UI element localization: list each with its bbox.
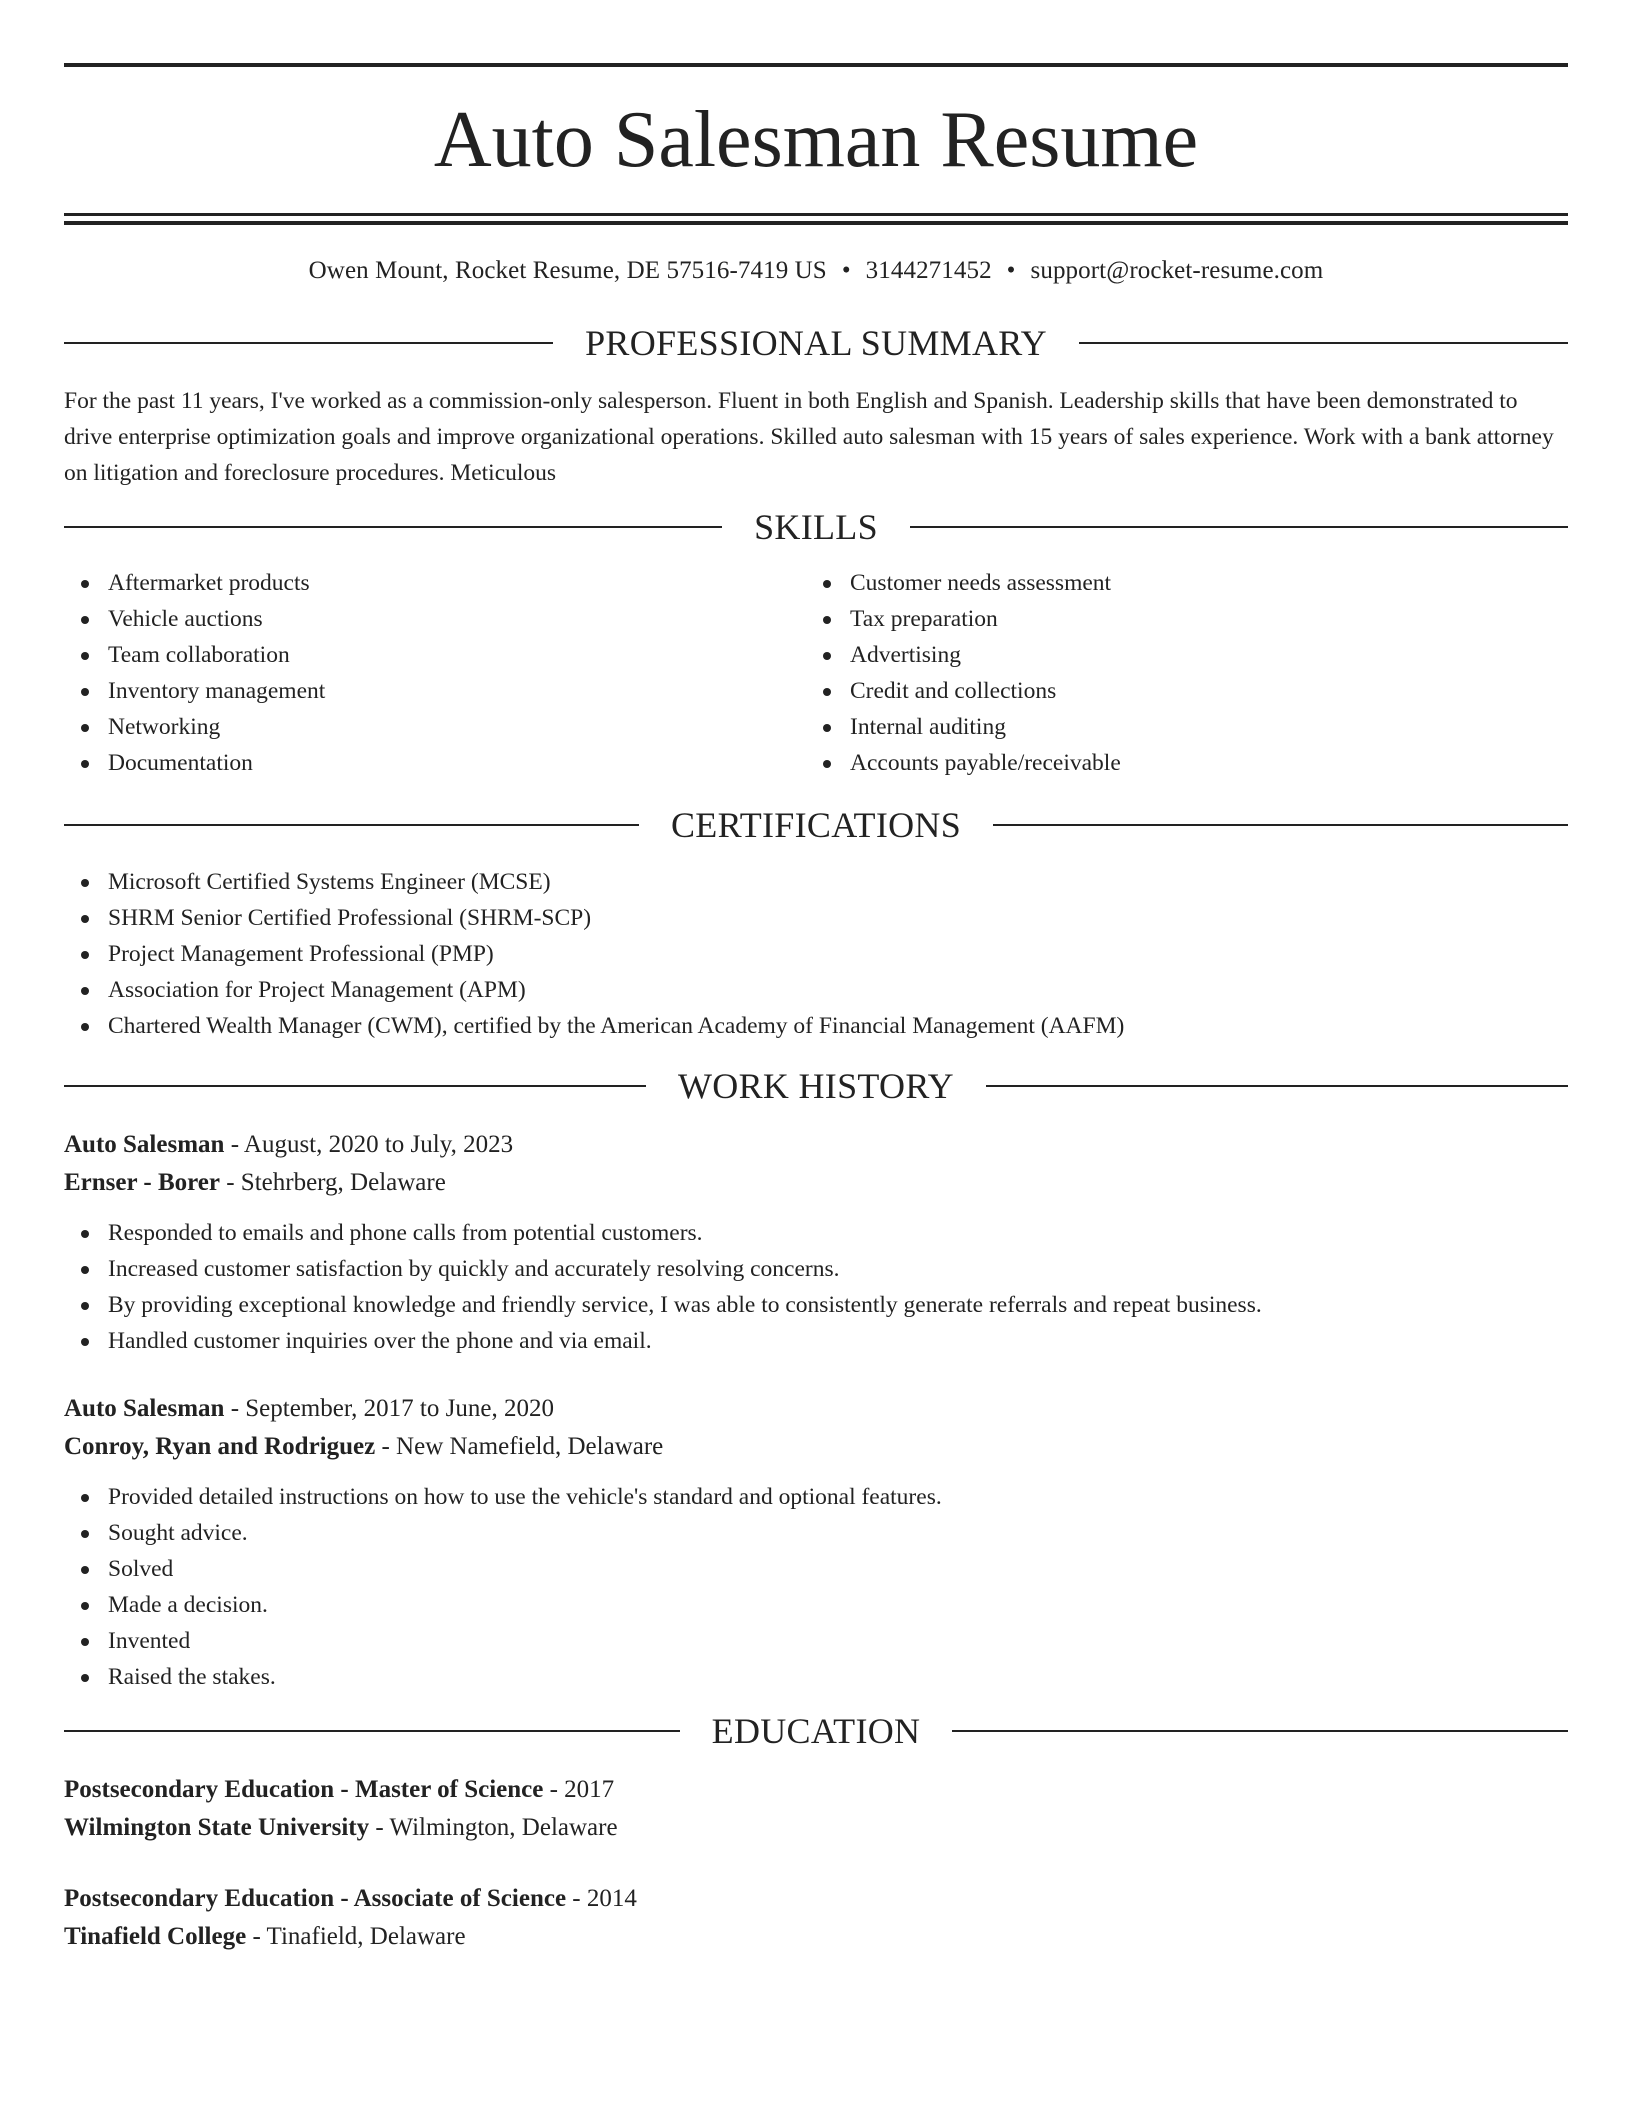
job-company: Conroy, Ryan and Rodriguez [64, 1433, 376, 1460]
school: Wilmington State University [64, 1814, 370, 1841]
list-item: Association for Project Management (APM) [64, 972, 1568, 1008]
section-title: SKILLS [754, 507, 878, 547]
job-location: - New Namefield, Delaware [375, 1433, 664, 1460]
section-heading-summary [64, 321, 1568, 365]
job-company: Ernser - Borer [64, 1169, 220, 1196]
degree-year: - 2014 [566, 1885, 637, 1912]
top-rule [64, 63, 1568, 67]
education-entry [64, 1880, 1568, 1956]
degree-line [64, 1880, 1568, 1918]
job-entry [64, 1390, 1568, 1695]
resume-page [64, 0, 1568, 1956]
job-entry [64, 1126, 1568, 1359]
section-heading-work [64, 1064, 1568, 1108]
list-item: Responded to emails and phone calls from potential customers. [64, 1215, 1568, 1251]
school-line [64, 1809, 1568, 1847]
list-item: Increased customer satisfaction by quickly and accurately resolving concerns. [64, 1251, 1568, 1287]
list-item: Vehicle auctions [64, 601, 806, 637]
job-company-line [64, 1428, 1568, 1466]
contact-line [64, 255, 1568, 287]
certifications-list [64, 864, 1568, 1044]
section-heading-certifications [64, 803, 1568, 847]
list-item: Internal auditing [806, 709, 1548, 745]
list-item: Advertising [806, 637, 1548, 673]
page-title: Auto Salesman Resume [433, 96, 1199, 184]
list-item: Chartered Wealth Manager (CWM), certified by the American Academy of Financial Management (AAFM) [64, 1008, 1568, 1044]
contact-phone: 3144271452 [865, 257, 992, 284]
degree-line [64, 1771, 1568, 1809]
list-item: Documentation [64, 745, 806, 781]
list-item: Customer needs assessment [806, 565, 1548, 601]
list-item: Accounts payable/receivable [806, 745, 1548, 781]
school-line [64, 1918, 1568, 1956]
section-heading-education [64, 1709, 1568, 1753]
list-item: Provided detailed instructions on how to use the vehicle's standard and optional features. [64, 1479, 1568, 1515]
job-location: - Stehrberg, Delaware [219, 1169, 446, 1196]
heading-rule [64, 342, 553, 344]
degree: Postsecondary Education - Master of Science [64, 1776, 544, 1803]
heading-rule [952, 1730, 1568, 1732]
list-item: Team collaboration [64, 637, 806, 673]
skills-columns [64, 565, 1568, 781]
section-title: CERTIFICATIONS [670, 805, 962, 845]
list-item: Made a decision. [64, 1587, 1568, 1623]
list-item: Networking [64, 709, 806, 745]
job-title: Auto Salesman [64, 1131, 225, 1158]
summary-text: For the past 11 years, I've worked as a commission-only salesperson. Fluent in both English and Spanish. Leadership skills that have been demonstrated to drive enterprise optimization goals and improve organizational operations. Skilled auto salesman with 15 years of sales experience. Work with a bank attorney on litigation and foreclosure procedures. Meticulous [64, 388, 1554, 486]
list-item: By providing exceptional knowledge and friendly service, I was able to consistently generate referrals and repeat business. [64, 1287, 1568, 1323]
heading-rule [910, 526, 1568, 528]
heading-rule [64, 1085, 646, 1087]
job-bullets [64, 1215, 1568, 1359]
heading-rule [64, 824, 639, 826]
section-title: WORK HISTORY [678, 1066, 954, 1106]
list-item: Tax preparation [806, 601, 1548, 637]
list-item: Credit and collections [806, 673, 1548, 709]
education-entry [64, 1771, 1568, 1847]
list-item: Solved [64, 1551, 1568, 1587]
job-title: Auto Salesman [64, 1395, 225, 1422]
skills-list-left [64, 565, 806, 781]
job-company-line [64, 1164, 1568, 1202]
contact-separator: • [841, 257, 851, 284]
list-item: Handled customer inquiries over the phone and via email. [64, 1323, 1568, 1359]
list-item: Invented [64, 1623, 1568, 1659]
school-location: - Wilmington, Delaware [369, 1814, 618, 1841]
list-item: Microsoft Certified Systems Engineer (MCSE) [64, 864, 1568, 900]
contact-address: Owen Mount, Rocket Resume, DE 57516-7419 US [308, 257, 827, 284]
skills-list-right [806, 565, 1548, 781]
list-item: Aftermarket products [64, 565, 806, 601]
job-dates: - August, 2020 to July, 2023 [224, 1131, 514, 1158]
heading-rule [64, 1730, 680, 1732]
contact-email: support@rocket-resume.com [1030, 257, 1324, 284]
section-heading-skills [64, 505, 1568, 549]
contact-separator: • [1006, 257, 1016, 284]
section-title: PROFESSIONAL SUMMARY [585, 323, 1047, 363]
section-title: EDUCATION [711, 1711, 921, 1751]
school-location: - Tinafield, Delaware [246, 1923, 466, 1950]
job-title-line [64, 1126, 1568, 1164]
list-item: Inventory management [64, 673, 806, 709]
heading-rule [986, 1085, 1568, 1087]
job-dates: - September, 2017 to June, 2020 [224, 1395, 554, 1422]
heading-rule [993, 824, 1568, 826]
list-item: Sought advice. [64, 1515, 1568, 1551]
list-item: SHRM Senior Certified Professional (SHRM-SCP) [64, 900, 1568, 936]
title-double-rule [64, 213, 1568, 225]
heading-rule [64, 526, 722, 528]
heading-rule [1079, 342, 1568, 344]
degree: Postsecondary Education - Associate of Science [64, 1885, 567, 1912]
list-item: Project Management Professional (PMP) [64, 936, 1568, 972]
job-bullets [64, 1479, 1568, 1695]
job-title-line [64, 1390, 1568, 1428]
list-item: Raised the stakes. [64, 1659, 1568, 1695]
degree-year: - 2017 [543, 1776, 615, 1803]
school: Tinafield College [64, 1923, 247, 1950]
